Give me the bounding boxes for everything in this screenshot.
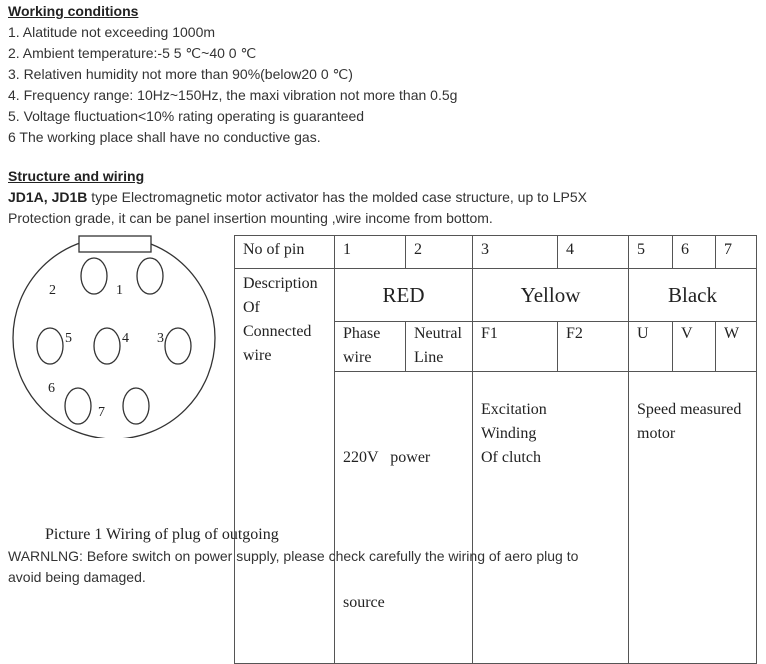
- structure-heading: Structure and wiring: [8, 168, 145, 184]
- color-yellow: Yellow: [473, 269, 629, 322]
- color-red: RED: [335, 269, 473, 322]
- condition-item: 6 The working place shall have no conductive gas.: [8, 129, 321, 145]
- pin-number: 4: [558, 236, 629, 269]
- color-black: Black: [629, 269, 757, 322]
- working-conditions-heading: Working conditions: [8, 3, 139, 19]
- description-line: Of: [243, 299, 260, 316]
- plug-diagram: [0, 228, 230, 438]
- usage-power-line: source: [343, 594, 385, 611]
- pin-number: 6: [673, 236, 716, 269]
- condition-item: 3. Relativen humidity not more than 90%(below20 0 ℃): [8, 66, 353, 82]
- pin-label-5: 5: [65, 331, 72, 346]
- usage-excitation-line: Excitation: [481, 401, 547, 418]
- description-line: wire: [243, 347, 272, 364]
- pin-hole-5: [37, 328, 63, 364]
- color-row: [235, 269, 757, 322]
- structure-paragraph: [8, 188, 587, 206]
- figure-caption: Picture 1 Wiring of plug of outgoing: [45, 526, 279, 543]
- warning-line: avoid being damaged.: [8, 569, 146, 585]
- wire-neutral: [406, 322, 473, 372]
- plug-key: [79, 236, 151, 252]
- warning-line: WARNLNG: Before switch on power supply, please check carefully the wiring of aero plug to: [8, 548, 579, 564]
- wire-f2: F2: [558, 322, 629, 372]
- usage-excitation-line: Winding: [481, 425, 537, 442]
- description-cell: [235, 269, 335, 664]
- usage-excitation: [473, 372, 629, 664]
- usage-power-line: 220V power: [343, 449, 431, 466]
- wire-u: U: [629, 322, 673, 372]
- wire-phase: [335, 322, 406, 372]
- usage-speed-line: motor: [637, 425, 676, 442]
- description-line: Connected: [243, 323, 312, 340]
- model-name: JD1A, JD1B: [8, 189, 88, 205]
- pin-number: 2: [406, 236, 473, 269]
- pin-label-7: 7: [98, 405, 105, 420]
- wiring-table: [234, 235, 757, 664]
- pin-number-row: [235, 236, 757, 269]
- wire-neutral-line: Line: [414, 349, 444, 366]
- pin-number: 3: [473, 236, 558, 269]
- structure-text: type Electromagnetic motor activator has the molded case structure, up to LP5X: [87, 189, 587, 205]
- condition-item: 5. Voltage fluctuation<10% rating operating is guaranteed: [8, 108, 365, 124]
- condition-item: 1. Alatitude not exceeding 1000m: [8, 24, 216, 40]
- pin-number: 1: [335, 236, 406, 269]
- description-line: Description: [243, 275, 318, 292]
- usage-speed-line: Speed measured: [637, 401, 742, 418]
- wire-v: V: [673, 322, 716, 372]
- pin-hole-3: [165, 328, 191, 364]
- usage-excitation-line: Of clutch: [481, 449, 541, 466]
- structure-paragraph-line2: Protection grade, it can be panel insertion mounting ,wire income from bottom.: [8, 210, 493, 226]
- wire-f1: F1: [473, 322, 558, 372]
- pin-label-4: 4: [122, 331, 129, 346]
- pin-number: 5: [629, 236, 673, 269]
- wire-neutral-line: Neutral: [414, 325, 462, 342]
- wire-w: W: [716, 322, 757, 372]
- pin-header: No of pin: [235, 236, 335, 269]
- pin-hole-1: [81, 258, 107, 294]
- usage-power: [335, 372, 473, 664]
- pin-hole-6: [65, 388, 91, 424]
- plug-body: [13, 237, 215, 438]
- pin-label-3: 3: [157, 331, 164, 346]
- pin-hole-2: [137, 258, 163, 294]
- condition-item: 4. Frequency range: 10Hz~150Hz, the maxi vibration not more than 0.5g: [8, 87, 458, 103]
- pin-number: 7: [716, 236, 757, 269]
- wire-phase-line: wire: [343, 349, 372, 366]
- pin-label-1: 1: [116, 283, 123, 298]
- pin-hole-7: [123, 388, 149, 424]
- condition-item: 2. Ambient temperature:-5 5 ℃~40 0 ℃: [8, 45, 257, 61]
- pin-label-2: 2: [49, 283, 56, 298]
- wire-phase-line: Phase: [343, 325, 381, 342]
- pin-label-6: 6: [48, 381, 55, 396]
- usage-speed: [629, 372, 757, 664]
- pin-hole-4: [94, 328, 120, 364]
